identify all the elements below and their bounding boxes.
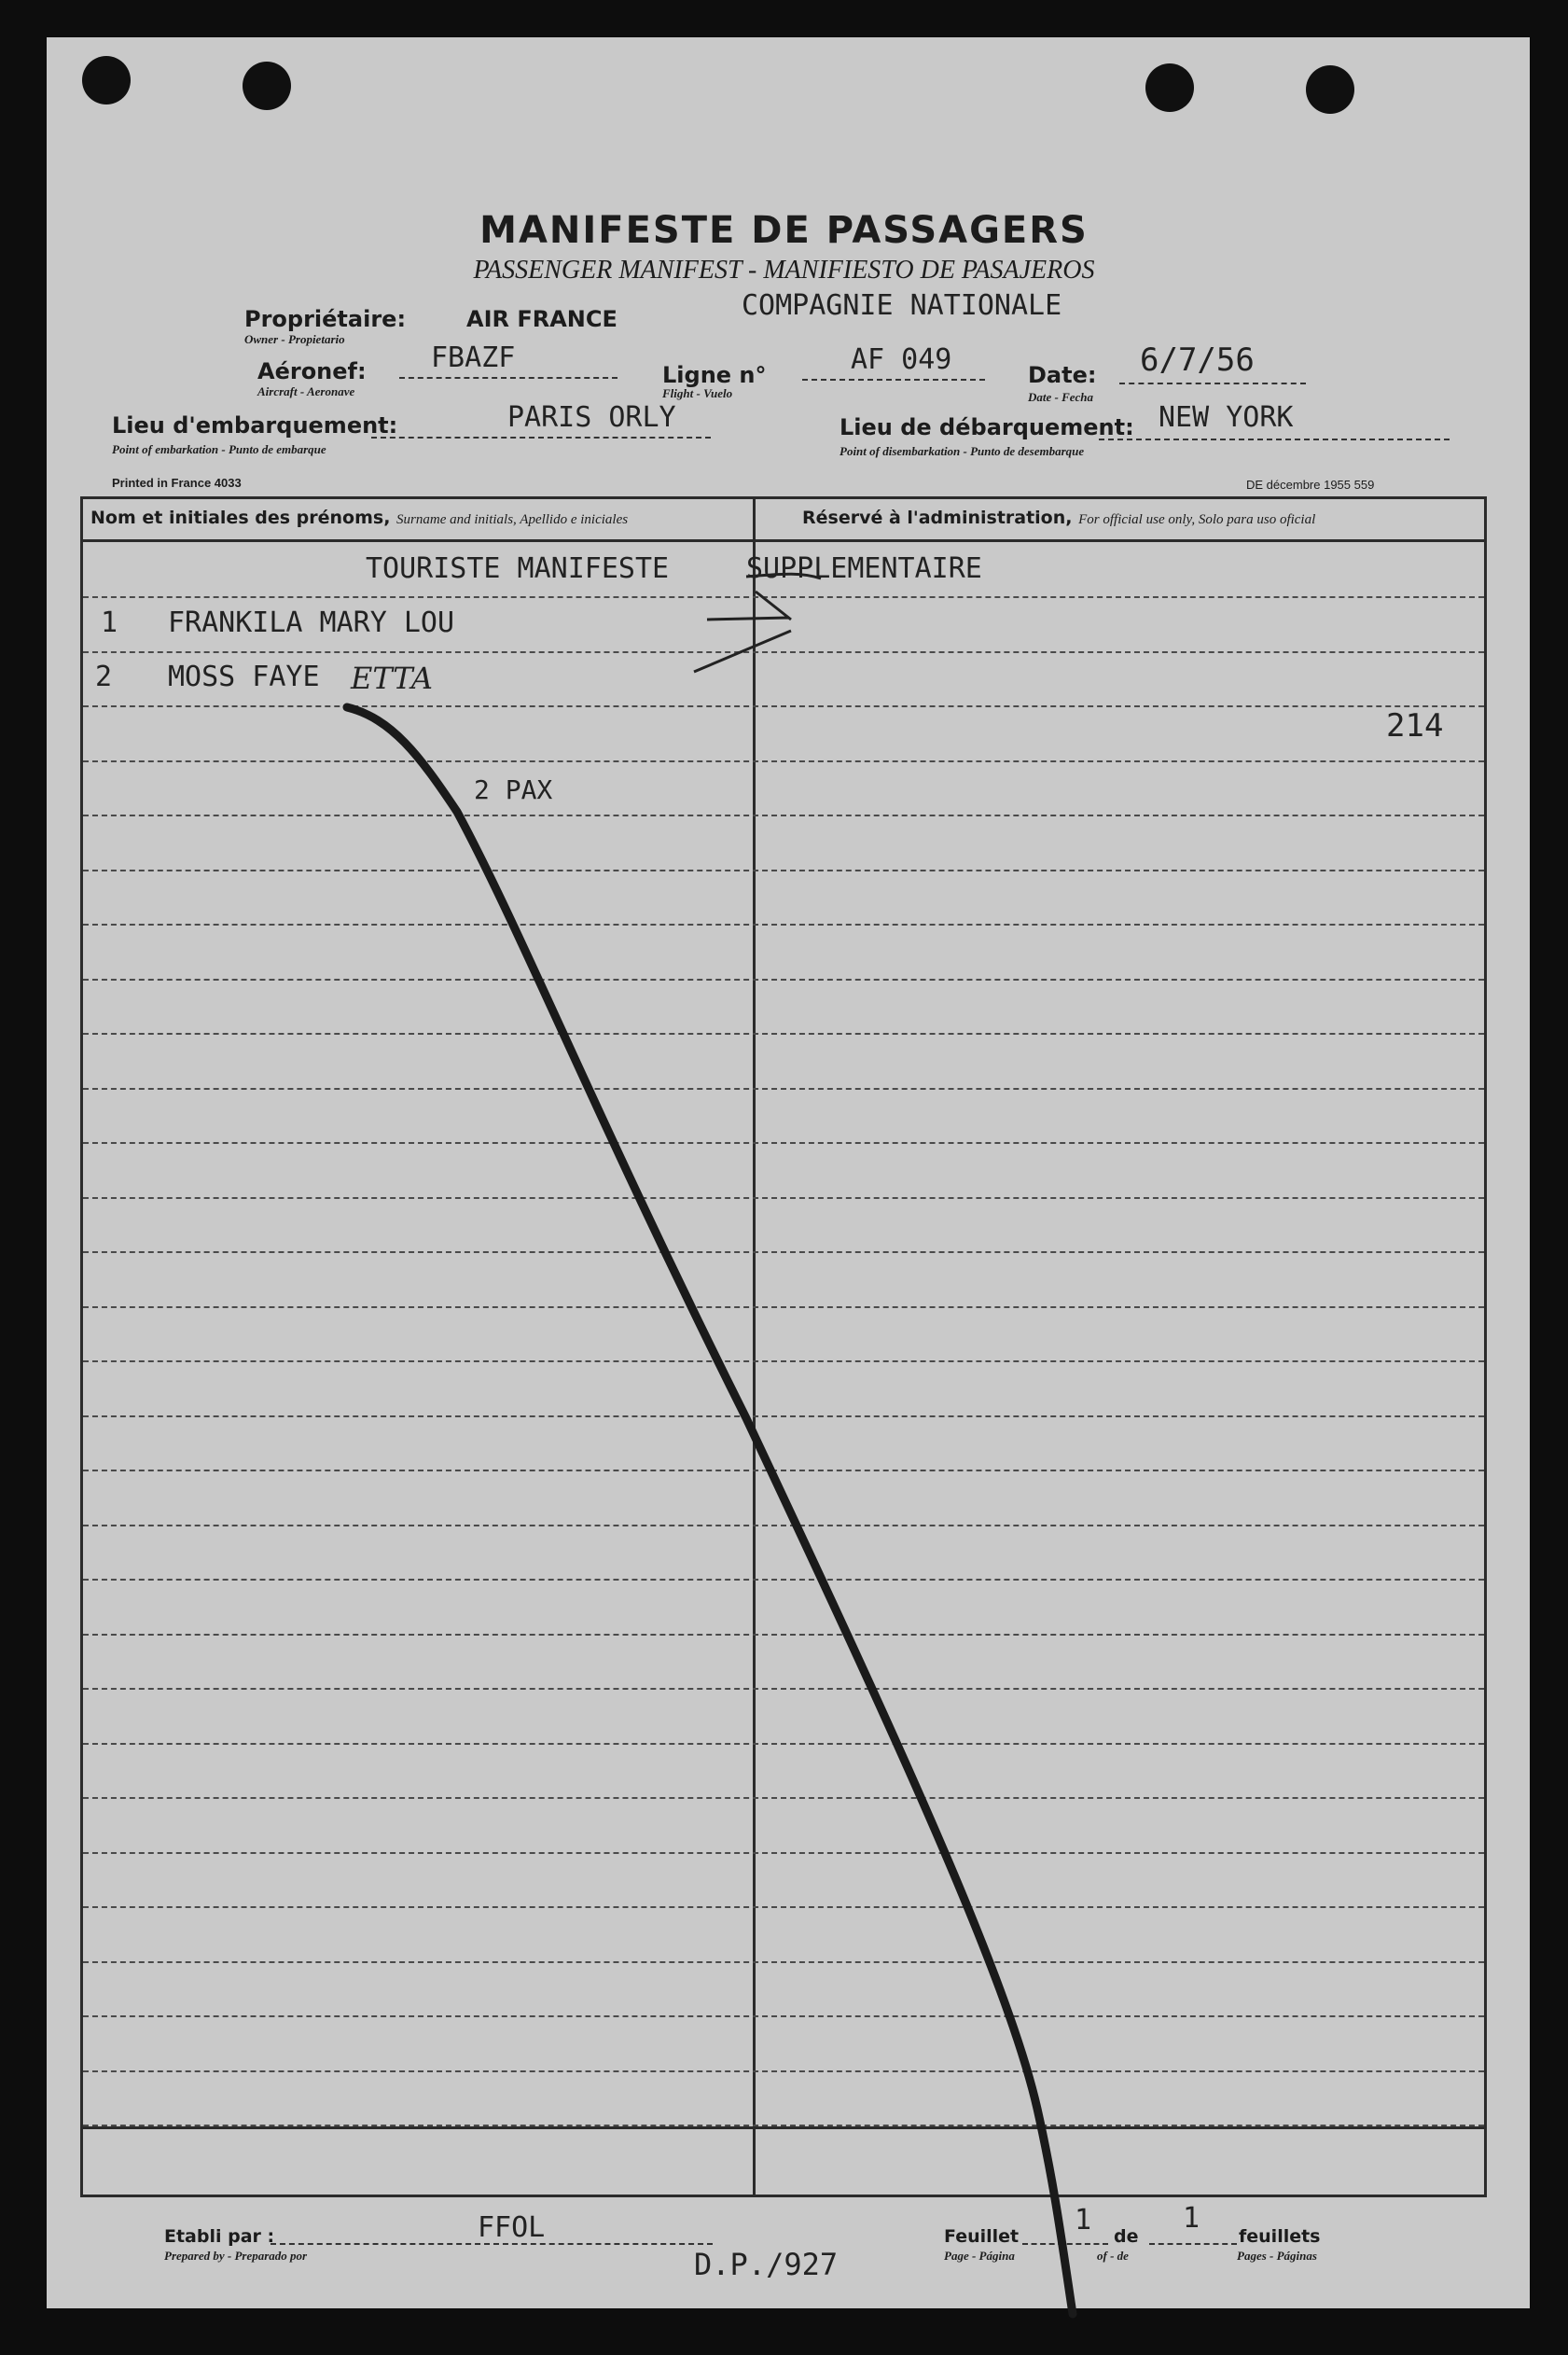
aircraft-value: FBAZF — [431, 341, 516, 374]
diagonal-strike-line — [347, 707, 1073, 2314]
disembark-sublabel: Point of disembarkation - Punto de desembarque — [840, 444, 1085, 458]
passenger-name: FRANKILA MARY LOU — [168, 606, 455, 639]
page-value: 1 — [1075, 2204, 1092, 2237]
prepared-label: Etabli par : — [164, 2226, 275, 2247]
tick-mark — [707, 592, 791, 620]
manifest-heading-right: SUPPLEMENTAIRE — [746, 552, 982, 585]
page-sublabel: Page - Página — [944, 2249, 1015, 2263]
column-header-admin: Réservé à l'administration, For official use only, Solo para uso oficial — [756, 499, 1484, 542]
owner-label: Propriétaire: — [244, 306, 407, 332]
date-sublabel: Date - Fecha — [1028, 390, 1094, 404]
form-code: DE décembre 1955 559 — [1246, 478, 1375, 492]
of-sublabel: of - de — [1097, 2249, 1129, 2263]
prepared-value: FFOL — [478, 2211, 546, 2244]
page-label: Feuillet — [944, 2226, 1020, 2247]
manifest-heading-left: TOURISTE MANIFESTE — [366, 552, 670, 585]
embark-value: PARIS ORLY — [507, 401, 676, 434]
owner-value: AIR FRANCE — [466, 306, 617, 332]
prepared-sublabel: Prepared by - Preparado por — [164, 2249, 308, 2263]
owner-sublabel: Owner - Propietario — [244, 332, 345, 346]
title-french: MANIFESTE DE PASSAGERS — [479, 209, 1089, 252]
title-translations: PASSENGER MANIFEST - MANIFIESTO DE PASAJEROS — [473, 256, 1095, 285]
pages-label: feuillets — [1239, 2226, 1321, 2247]
date-label: Date: — [1028, 362, 1097, 388]
flight-sublabel: Flight - Vuelo — [662, 386, 733, 400]
of-value: 1 — [1183, 2202, 1200, 2235]
company-name: COMPAGNIE NATIONALE — [742, 289, 1062, 322]
disembark-value: NEW YORK — [1159, 401, 1294, 434]
flight-value: AF 049 — [851, 343, 952, 376]
printed-note: Printed in France 4033 — [112, 476, 242, 490]
dp-number: D.P./927 — [694, 2247, 839, 2282]
embark-label: Lieu d'embarquement: — [112, 412, 398, 439]
reference-number: 214 — [1386, 707, 1444, 745]
total-passengers: 2 PAX — [474, 774, 553, 805]
column-header-names: Nom et initiales des prénoms, Surname and initials, Apellido e iniciales — [83, 499, 753, 542]
passenger-name: MOSS FAYE — [168, 661, 320, 693]
tick-mark — [694, 631, 791, 672]
handwritten-name-addition: ETTA — [351, 661, 433, 696]
embark-sublabel: Point of embarkation - Punto de embarque — [112, 442, 326, 456]
passenger-number: 2 — [95, 661, 113, 693]
passenger-number: 1 — [101, 606, 118, 639]
aircraft-sublabel: Aircraft - Aeronave — [257, 384, 355, 398]
date-value: 6/7/56 — [1140, 341, 1255, 379]
flight-label: Ligne n° — [662, 362, 767, 388]
aircraft-label: Aéronef: — [257, 358, 367, 384]
pages-sublabel: Pages - Páginas — [1237, 2249, 1317, 2263]
disembark-label: Lieu de débarquement: — [840, 414, 1134, 440]
tick-mark — [746, 574, 821, 578]
of-label: de — [1114, 2226, 1139, 2247]
